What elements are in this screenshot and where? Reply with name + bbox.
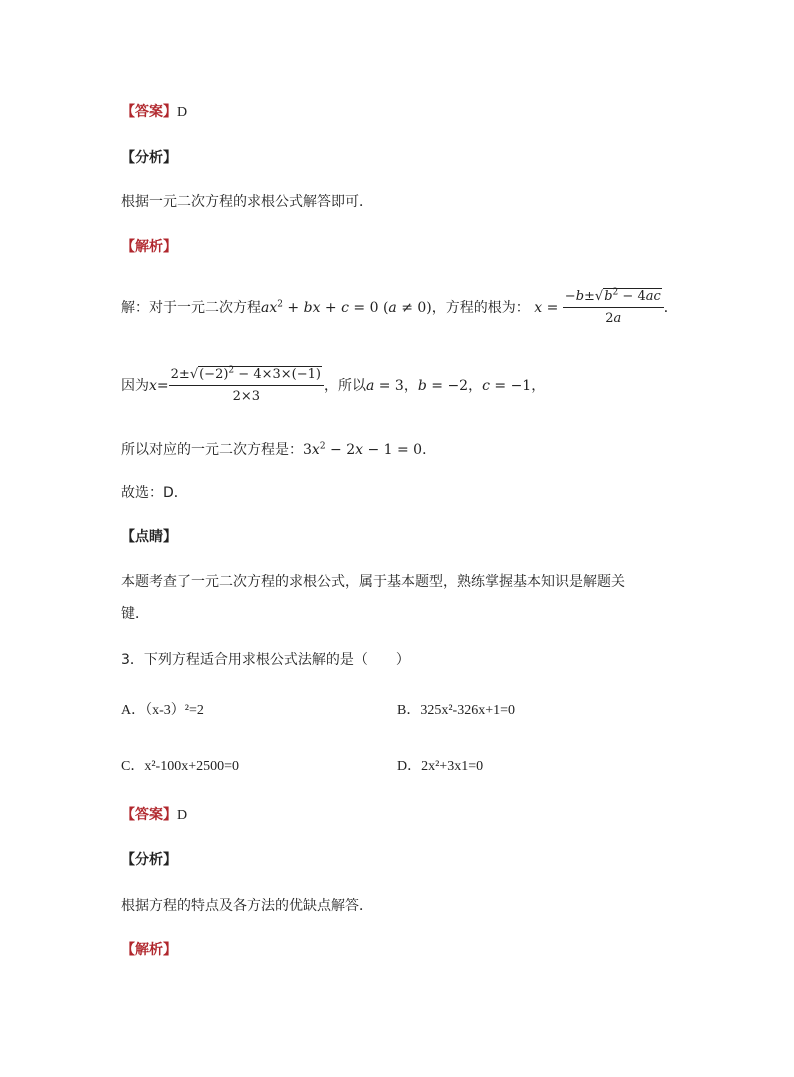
coefficients: a = 3 (365, 378, 404, 394)
solution-line-2: 因为x= $\frac{2\pm√(-2)^2 - 4\times 3\times(-1)}{2\times 3}$ ，所以a = 3，b = −2，c = −1， (121, 365, 546, 404)
analysis-label-2-line (121, 850, 177, 870)
answer-label-2: 【答案】 (121, 807, 177, 823)
comment-label-line (121, 527, 177, 547)
choice-line: 故选：D． (121, 485, 188, 501)
option-c: C．x²-100x+2500=0 (121, 759, 239, 774)
result-equation: $3x^2 - 2x - 1 = 0$ (303, 441, 423, 458)
root-formula: x = $\frac{-b\pm√b^2 - 4ac}{2a}$ (534, 300, 664, 316)
general-equation: $ax^2$ + bx + c = 0 (a ≠ 0) (261, 299, 432, 316)
analysis-label-2: 【分析】 (121, 852, 177, 868)
comment-text-1: 本题考查了一元二次方程的求根公式，属于基本题型，熟练掌握基本知识是解题关 (121, 574, 625, 590)
comment-text-2: 键． (121, 606, 149, 622)
analysis-text-1: 根据一元二次方程的求根公式解答即可． (121, 194, 373, 210)
answer-value: D (177, 105, 188, 120)
option-d: D．2x²+3x1=0 (397, 759, 484, 774)
solution-label-1 (121, 237, 177, 257)
specific-root-formula: x= $\frac{2\pm√(-2)^2 - 4\times 3\times(-1)}{2\times 3}$ (149, 378, 324, 394)
answer-line-1 (121, 102, 187, 123)
option-b: B．325x²-326x+1=0 (397, 703, 515, 718)
answer-line-2 (121, 805, 187, 826)
analysis-label: 【分析】 (121, 150, 177, 166)
answer-value-2: D (177, 808, 188, 823)
analysis-text-2: 根据方程的特点及各方法的优缺点解答． (121, 898, 373, 914)
solution-line-3: 所以对应的一元二次方程是：$3x^2 - 2x - 1 = 0$． (121, 441, 437, 458)
comment-label: 【点睛】 (121, 529, 177, 545)
solution-line-1: 解：对于一元二次方程$ax^2$ + bx + c = 0 (a ≠ 0)，方程的根为： x = $\frac{-b\pm√b^2 - 4ac}{2a}$ ． (121, 287, 678, 326)
analysis-label-1 (121, 148, 177, 168)
option-a: A．（x-3）²=2 (121, 703, 204, 718)
solution-label-2: 【解析】 (121, 942, 177, 958)
answer-label: 【答案】 (121, 104, 177, 120)
solution-label: 【解析】 (121, 239, 177, 255)
question-3: 3．下列方程适合用求根公式法解的是（ ） (121, 652, 410, 668)
solution-label-2-line (121, 940, 177, 960)
